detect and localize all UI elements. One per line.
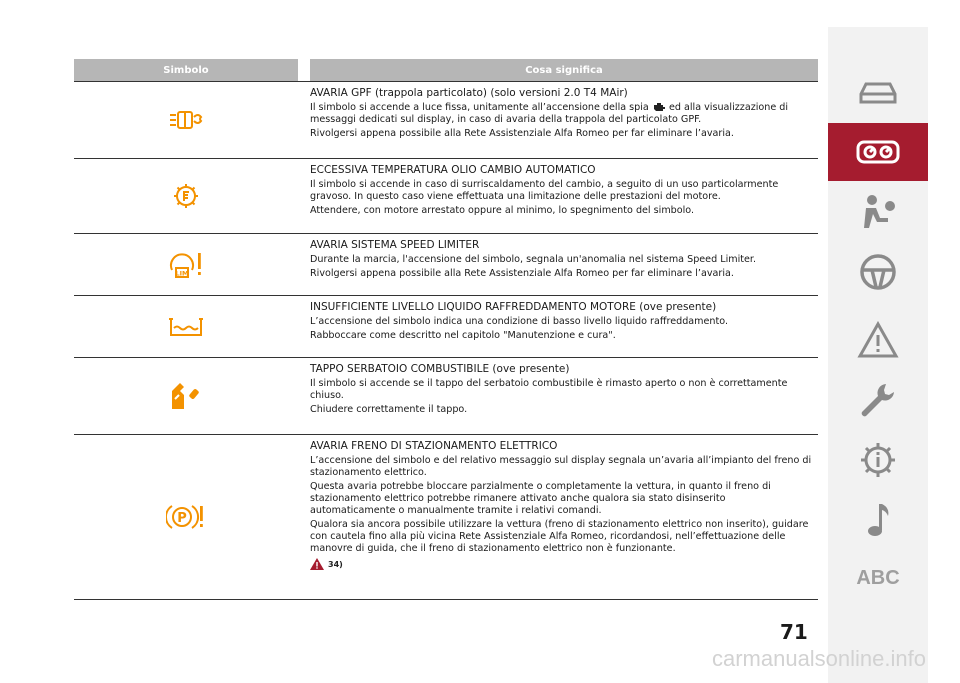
car-icon — [857, 78, 899, 106]
sidebar-item-car[interactable] — [828, 63, 928, 121]
gpf-particulate-filter-icon — [169, 109, 203, 131]
table-row — [74, 435, 818, 600]
coolant-level-icon — [168, 315, 204, 339]
warning-triangle-icon — [857, 321, 899, 359]
row-text: Questa avaria potrebbe bloccare parzialmente o completamente la vettura, in quanto il freno di stazionamento elettrico potrebbe rimanere attivato anche qualora sia stato disinserito automaticamente o manualmente tramite i relativi comandi. — [310, 481, 771, 516]
fuel-cap-open-icon — [169, 381, 203, 411]
table-row — [74, 81, 818, 159]
row-text: Rabboccare come descritto nel capitolo "Manutenzione e cura". — [310, 330, 616, 341]
row-text: Il simbolo si accende in caso di surriscaldamento del cambio, a seguito di un uso particolarmente gravoso. In questo caso viene effettuata una limitazione delle prestazioni del motore. — [310, 179, 779, 202]
header-meaning: Cosa significa — [310, 59, 818, 81]
airbag-icon — [858, 192, 898, 232]
sidebar-item-technical-data[interactable] — [828, 431, 928, 489]
table-row — [74, 159, 818, 234]
dashboard-icon — [855, 138, 901, 166]
speed-limiter-failure-icon — [168, 250, 204, 280]
warning-reference[interactable] — [310, 558, 812, 570]
engine-check-icon — [652, 102, 666, 112]
row-text: L’accensione del simbolo e del relativo messaggio sul display segnala un’avaria all’impianto del freno di stazionamento elettrico. — [310, 455, 812, 478]
row-title: AVARIA SISTEMA SPEED LIMITER — [310, 239, 480, 251]
wrench-icon — [858, 380, 898, 420]
sidebar-item-index[interactable]: ABC — [856, 567, 900, 589]
row-text: Chiudere correttamente il tappo. — [310, 404, 468, 415]
page-number: 71 — [780, 620, 808, 644]
row-text: Rivolgersi appena possibile alla Rete Assistenziale Alfa Romeo per far eliminare l’avaria. — [310, 128, 734, 139]
chapter-sidebar — [828, 27, 928, 683]
row-text: Il simbolo si accende se il tappo del serbatoio combustibile è rimasto aperto o non è correttamente chiuso. — [310, 378, 788, 401]
row-title: AVARIA GPF (trappola particolato) (solo versioni 2.0 T4 MAir) — [310, 87, 628, 99]
gearbox-oil-temperature-icon — [172, 182, 200, 210]
table-header — [74, 59, 818, 81]
row-text: Durante la marcia, l'accensione del simbolo, segnala un'anomalia nel sistema Speed Limiter. — [310, 254, 757, 265]
sidebar-item-maintenance[interactable] — [828, 371, 928, 429]
sidebar-item-multimedia[interactable] — [828, 491, 928, 549]
row-text: Attendere, con motore arrestato oppure al minimo, lo spegnimento del simbolo. — [310, 205, 695, 216]
table-row — [74, 358, 818, 435]
table-row — [74, 234, 818, 296]
sidebar-item-driving[interactable] — [828, 243, 928, 301]
row-text: Il simbolo si accende a luce fissa, unitamente all’accensione della spia — [310, 102, 649, 113]
row-title: AVARIA FRENO DI STAZIONAMENTO ELETTRICO — [310, 440, 558, 452]
sidebar-item-emergency[interactable] — [828, 311, 928, 369]
warning-lights-table — [74, 59, 818, 600]
sidebar-item-safety[interactable] — [828, 183, 928, 241]
gear-info-icon — [858, 440, 898, 480]
row-title: ECCESSIVA TEMPERATURA OLIO CAMBIO AUTOMATICO — [310, 164, 596, 176]
table-row — [74, 296, 818, 358]
row-text: Qualora sia ancora possibile utilizzare la vettura (freno di stazionamento elettrico non inserito), guidare con cautela fino alla più vicina Rete Assistenziale Alfa Romeo, ricordandosi, nell’effettuazione delle manovre di guida, che il freno di stazionamento elettrico non è funzionante. — [310, 519, 809, 554]
steering-wheel-icon — [858, 252, 898, 292]
music-note-icon — [863, 500, 893, 540]
warning-triangle-icon — [310, 558, 324, 570]
warning-reference-number: 34) — [328, 559, 343, 569]
sidebar-item-dashboard[interactable] — [828, 123, 928, 181]
row-text: Rivolgersi appena possibile alla Rete Assistenziale Alfa Romeo per far eliminare l’avaria. — [310, 268, 734, 279]
row-title: TAPPO SERBATOIO COMBUSTIBILE (ove presente) — [310, 363, 570, 375]
row-title: INSUFFICIENTE LIVELLO LIQUIDO RAFFREDDAMENTO MOTORE (ove presente) — [310, 301, 717, 313]
watermark: carmanualsonline.info — [711, 646, 926, 671]
svg-text:LIM: LIM — [175, 269, 189, 277]
row-text: L’accensione del simbolo indica una condizione di basso livello liquido raffreddamento. — [310, 316, 729, 327]
electric-parking-brake-failure-icon — [166, 502, 206, 532]
row-text: ed alla visualizzazione di messaggi dedicati sul display, in caso di avaria della trappola del particolato GPF. — [310, 102, 789, 125]
header-symbol: Simbolo — [74, 59, 298, 81]
svg-text:P: P — [177, 511, 187, 526]
